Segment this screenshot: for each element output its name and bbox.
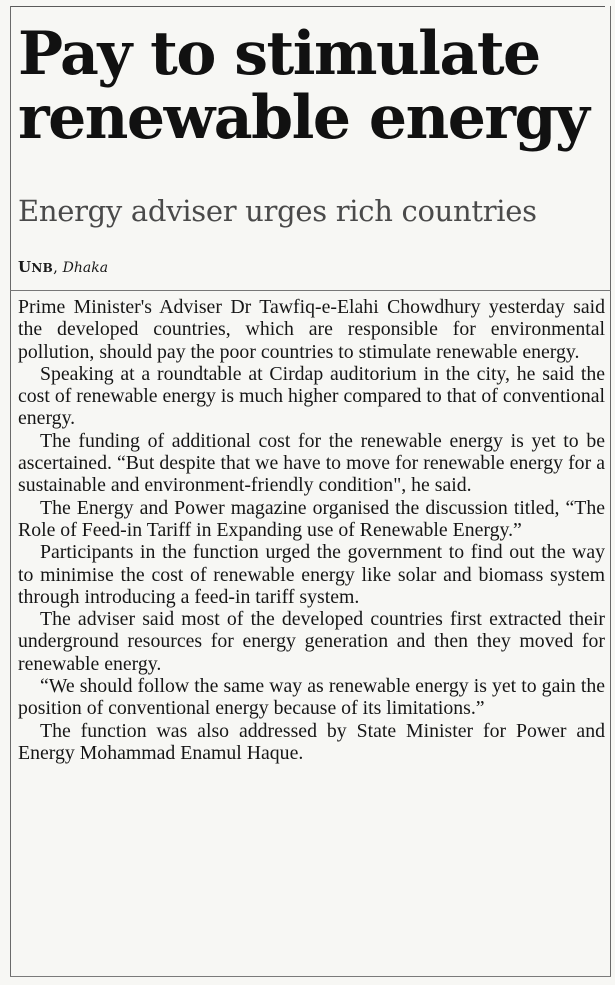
- byline: [18, 257, 108, 278]
- body-paragraph: “We should follow the same way as renewable energy is yet to gain the position of conventional energy because of its limitations.”: [18, 675, 605, 720]
- article-subheadline: Energy adviser urges rich countries: [18, 194, 537, 228]
- article-body: [18, 296, 605, 764]
- agency-rest: NB: [31, 261, 54, 275]
- right-border-rule: [610, 6, 611, 977]
- top-border-rule: [10, 6, 605, 7]
- body-paragraph: The Energy and Power magazine organised the discussion titled, “The Role of Feed-in Tariff in Expanding use of Renewable Energy.”: [18, 496, 605, 541]
- body-paragraph: The function was also addressed by State Minister for Power and Energy Mohammad Enamul Haque.: [18, 719, 605, 764]
- byline-separator: ,: [53, 258, 63, 276]
- body-paragraph: The funding of additional cost for the renewable energy is yet to be ascertained. “But despite that we have to move for renewable energy for a sustainable and environment-friendly condition", he said.: [18, 429, 605, 497]
- article-headline: Pay to stimulate renewable energy: [18, 19, 589, 153]
- byline-dateline: Dhaka: [62, 260, 109, 276]
- byline-divider: [10, 290, 611, 291]
- body-paragraph: Participants in the function urged the government to find out the way to minimise the cost of renewable energy like solar and biomass system through introducing a feed-in tariff system.: [18, 541, 605, 608]
- body-paragraph: Speaking at a roundtable at Cirdap auditorium in the city, he said the cost of renewable energy is much higher compared to that of conventional energy.: [18, 362, 605, 430]
- agency-initial: U: [18, 258, 32, 276]
- left-border-rule: [10, 6, 11, 977]
- body-paragraph: Prime Minister's Adviser Dr Tawfiq-e-Elahi Chowdhury yesterday said the developed countries, which are responsible for environmental pollution, should pay the poor countries to stimulate renewable energy.: [18, 296, 605, 363]
- bottom-border-rule: [10, 976, 611, 977]
- byline-agency: [18, 258, 53, 276]
- body-paragraph: The adviser said most of the developed countries first extracted their underground resources for energy generation and then they moved for renewable energy.: [18, 608, 605, 675]
